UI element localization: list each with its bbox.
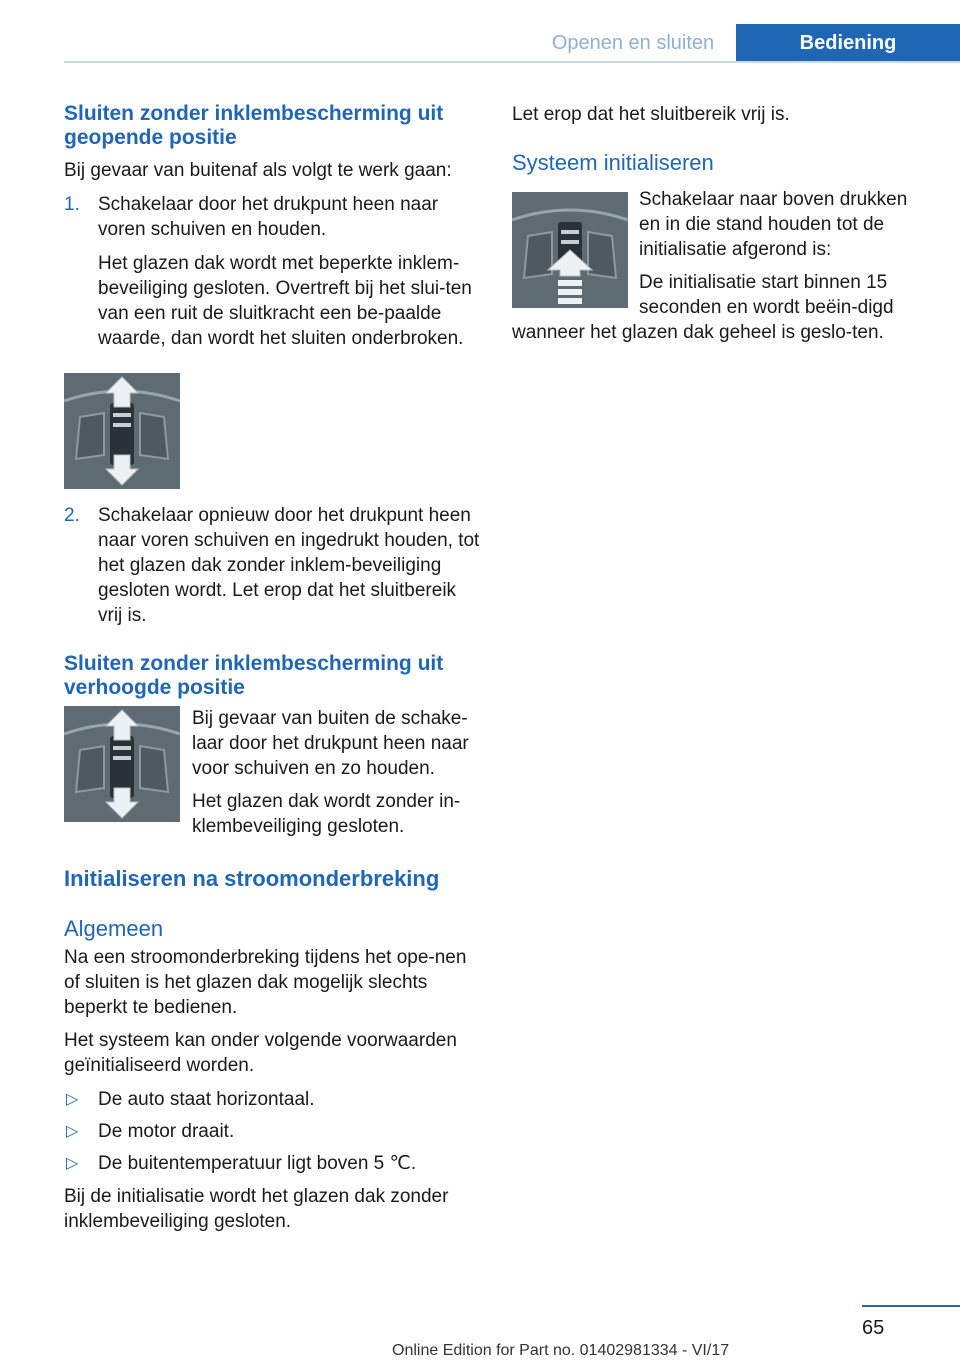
list-item bbox=[64, 1087, 480, 1112]
step-1-note: Het glazen dak wordt met beperkte inklem-beveiliging gesloten. Overtreft bij het slui-ten van een ruit de sluitkracht een be-paalde waarde, dan wordt het sluiten onderbroken. bbox=[98, 253, 472, 349]
step-1-text: Schakelaar door het drukpunt heen naar voren schuiven en houden. bbox=[98, 194, 439, 240]
step-number: 1. bbox=[64, 194, 80, 215]
list-item-text: De motor draait. bbox=[98, 1121, 235, 1142]
verhoogde-positie-text bbox=[192, 706, 480, 839]
heading-geopende-positie: Sluiten zonder inklembescherming uit geopende positie bbox=[64, 102, 444, 149]
tab-openen-en-sluiten[interactable]: Openen en sluiten bbox=[551, 31, 715, 54]
systeem-p1: Schakelaar naar boven drukken en in die stand houden tot de initialisatie afgerond is: bbox=[639, 189, 908, 260]
verhoogde-positie-p2: Het glazen dak wordt zonder in-klembeveiliging gesloten. bbox=[192, 791, 461, 837]
systeem-p2: De initialisatie start binnen 15 seconden en wordt beëin-digd wanneer het glazen dak geheel is geslo-ten. bbox=[512, 272, 894, 343]
heading-algemeen: Algemeen bbox=[64, 916, 164, 941]
footer-rule bbox=[862, 1305, 960, 1307]
right-column bbox=[512, 102, 922, 345]
step-1 bbox=[64, 192, 480, 351]
page-number: 65 bbox=[862, 1317, 885, 1339]
triangle-right-icon: ▷ bbox=[66, 1123, 79, 1140]
verhoogde-positie-p1: Bij gevaar van buiten de schake-laar door het drukpunt heen naar voor schuiven en zo houden. bbox=[192, 708, 469, 779]
heading-systeem-initialiseren: Systeem initialiseren bbox=[512, 150, 714, 175]
verhoogde-positie-block bbox=[64, 706, 480, 839]
heading-verhoogde-positie: Sluiten zonder inklembescherming uit verhoogde positie bbox=[64, 652, 444, 699]
step-2 bbox=[64, 503, 480, 628]
triangle-right-icon: ▷ bbox=[66, 1155, 79, 1172]
systeem-block bbox=[512, 187, 922, 345]
footer-edition: Online Edition for Part no. 01402981334 - VI/17 bbox=[392, 1342, 730, 1359]
algemeen-p3: Bij de initialisatie wordt het glazen dak zonder inklembeveiliging gesloten. bbox=[64, 1186, 449, 1232]
step-number: 2. bbox=[64, 505, 80, 526]
left-column bbox=[64, 102, 480, 1234]
list-item-text: De buitentemperatuur ligt boven 5 ℃. bbox=[98, 1153, 417, 1174]
step-2-text: Schakelaar opnieuw door het drukpunt heen naar voren schuiven en ingedrukt houden, tot het glazen dak zonder inklem-beveiliging gesloten wordt. Let erop dat het sluitbereik vrij is. bbox=[98, 505, 480, 626]
list-item-text: De auto staat horizontaal. bbox=[98, 1089, 315, 1110]
intro-text: Bij gevaar van buitenaf als volgt te werk gaan: bbox=[64, 160, 452, 181]
roof-switch-illustration-up bbox=[512, 192, 628, 308]
algemeen-p1: Na een stroomonderbreking tijdens het ope-nen of sluiten is het glazen dak mogelijk slechts beperkt te bedienen. bbox=[64, 947, 467, 1018]
roof-switch-illustration-raised bbox=[64, 706, 180, 822]
tab-bediening[interactable]: Bediening bbox=[736, 24, 960, 62]
right-intro: Let erop dat het sluitbereik vrij is. bbox=[512, 104, 790, 125]
algemeen-p2: Het systeem kan onder volgende voorwaarden geïnitialiseerd worden. bbox=[64, 1030, 457, 1076]
roof-switch-illustration-open-close bbox=[64, 373, 180, 489]
heading-initialiseren: Initialiseren na stroomonderbreking bbox=[64, 866, 440, 891]
list-item bbox=[64, 1119, 480, 1144]
triangle-right-icon: ▷ bbox=[66, 1091, 79, 1108]
header-rule bbox=[64, 61, 960, 63]
list-item bbox=[64, 1151, 480, 1176]
